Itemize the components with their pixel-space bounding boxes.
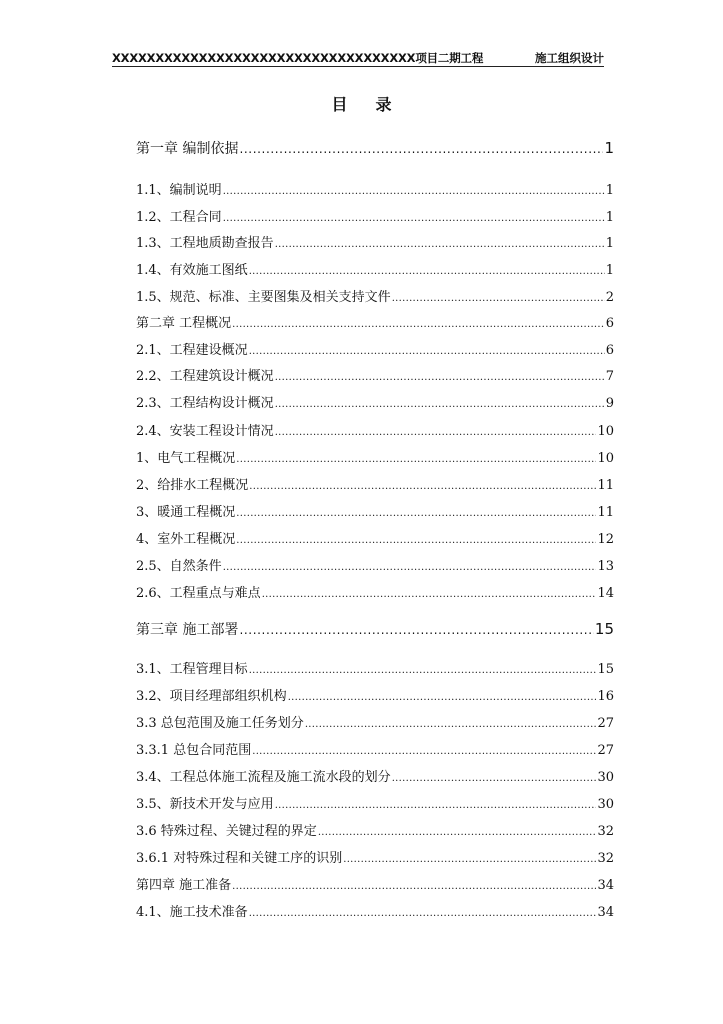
toc-entry-label: 1.4、有效施工图纸: [136, 263, 248, 278]
toc-leader-dots: [232, 319, 605, 330]
toc-page-number: 6: [605, 343, 614, 358]
toc-leader-dots: [343, 854, 596, 865]
toc-leader-dots: [275, 239, 605, 250]
header-project-name: XXXXXXXXXXXXXXXXXXXXXXXXXXXXXXXXXXX项目二期工程: [112, 51, 484, 65]
toc-leader-dots: [236, 508, 596, 519]
toc-entry-label: 2.2、工程建筑设计概况: [136, 369, 274, 384]
toc-leader-dots: [239, 142, 603, 156]
toc-entry-label: 2.6、工程重点与难点: [136, 586, 261, 601]
toc-entry-label: 第一章 编制依据: [136, 141, 239, 157]
toc-entry-label: 3、暖通工程概况: [136, 505, 236, 520]
toc-leader-dots: [249, 266, 605, 277]
page-header: [112, 50, 604, 67]
toc-entry[interactable]: [136, 312, 614, 331]
toc-page-number: 1: [605, 263, 614, 278]
toc-entry-label: 2.1、工程建设概况: [136, 343, 248, 358]
toc-entry[interactable]: [136, 874, 614, 893]
toc-page-number: 1: [605, 210, 614, 225]
toc-entry-label: 3.3.1 总包合同范围: [136, 743, 252, 758]
toc-leader-dots: [249, 481, 596, 492]
toc-leader-dots: [262, 589, 597, 600]
toc-leader-dots: [239, 623, 593, 637]
toc-page-number: 10: [597, 424, 614, 439]
toc-entry[interactable]: [136, 658, 614, 677]
toc-page-number: 12: [597, 532, 614, 547]
toc-leader-dots: [232, 881, 596, 892]
toc-entry-label: 2.4、安装工程设计情况: [136, 424, 274, 439]
toc-entry[interactable]: [136, 582, 614, 601]
toc-leader-dots: [318, 827, 597, 838]
toc-entry[interactable]: [136, 392, 614, 411]
toc-leader-dots: [305, 719, 597, 730]
toc-leader-dots: [223, 213, 605, 224]
toc-page-number: 10: [597, 451, 614, 466]
toc-entry-label: 1.5、规范、标准、主要图集及相关支持文件: [136, 290, 391, 305]
toc-leader-dots: [252, 746, 596, 757]
toc-page-number: 27: [597, 716, 614, 731]
toc-entry[interactable]: [136, 447, 614, 466]
toc-entry[interactable]: [136, 685, 614, 704]
toc-entry-label: 4、室外工程概况: [136, 532, 236, 547]
toc-entry-label: 第四章 施工准备: [136, 878, 232, 893]
toc-leader-dots: [223, 562, 597, 573]
toc-entry-label: 1、电气工程概况: [136, 451, 236, 466]
toc-page-number: 30: [597, 797, 614, 812]
toc-entry[interactable]: [136, 206, 614, 225]
toc-entry-label: 3.1、工程管理目标: [136, 662, 248, 677]
toc-entry-label: 3.2、项目经理部组织机构: [136, 689, 287, 704]
toc-entry-label: 2.3、工程结构设计概况: [136, 396, 274, 411]
toc-entry-label: 第二章 工程概况: [136, 316, 232, 331]
toc-entry[interactable]: [136, 339, 614, 358]
page-title: 目录: [331, 95, 420, 114]
toc-entry[interactable]: [136, 901, 614, 920]
toc-page-number: 16: [597, 689, 614, 704]
toc-entry-label: 3.4、工程总体施工流程及施工流水段的划分: [136, 770, 391, 785]
toc-entry[interactable]: [136, 420, 614, 439]
toc-entry-label: 3.6.1 对特殊过程和关键工序的识别: [136, 851, 343, 866]
toc-entry-label: 1.2、工程合同: [136, 210, 222, 225]
toc-entry[interactable]: [136, 259, 614, 278]
toc-page-number: 34: [597, 905, 614, 920]
toc-page-number: 1: [604, 139, 614, 157]
toc-chapter-entry[interactable]: [136, 619, 614, 639]
toc-leader-dots: [236, 535, 596, 546]
toc-page-number: 6: [605, 316, 614, 331]
toc-page-number: 32: [597, 824, 614, 839]
toc-entry[interactable]: [136, 286, 614, 305]
toc-chapter-entry[interactable]: [136, 138, 614, 158]
toc-leader-dots: [288, 692, 597, 703]
toc-entry[interactable]: [136, 501, 614, 520]
header-doc-type: 施工组织设计: [535, 51, 604, 65]
toc-leader-dots: [236, 454, 596, 465]
toc-entry-label: 第三章 施工部署: [136, 622, 239, 638]
toc-page-number: 32: [597, 851, 614, 866]
toc-leader-dots: [275, 399, 605, 410]
toc-leader-dots: [392, 773, 597, 784]
toc-entry[interactable]: [136, 712, 614, 731]
toc-entry-label: 1.3、工程地质勘查报告: [136, 236, 274, 251]
toc-entry[interactable]: [136, 365, 614, 384]
toc-leader-dots: [392, 293, 605, 304]
toc-page-number: 13: [597, 559, 614, 574]
toc-page-number: 15: [594, 620, 614, 638]
toc-entry[interactable]: [136, 179, 614, 198]
toc-entry-label: 4.1、施工技术准备: [136, 905, 248, 920]
toc-leader-dots: [249, 346, 605, 357]
toc-entry[interactable]: [136, 555, 614, 574]
toc-page-number: 14: [597, 586, 614, 601]
toc-page-number: 9: [605, 396, 614, 411]
toc-page-number: 34: [597, 878, 614, 893]
toc-entry-label: 2.5、自然条件: [136, 559, 222, 574]
toc-entry-label: 3.3 总包范围及施工任务划分: [136, 716, 304, 731]
toc-leader-dots: [275, 800, 597, 811]
toc-entry[interactable]: [136, 793, 614, 812]
toc-entry[interactable]: [136, 847, 614, 866]
toc-page-number: 1: [605, 183, 614, 198]
toc-entry[interactable]: [136, 766, 614, 785]
toc-entry-label: 3.6 特殊过程、关键过程的界定: [136, 824, 317, 839]
toc-entry[interactable]: [136, 474, 614, 493]
toc-leader-dots: [223, 186, 605, 197]
toc-page-number: 30: [597, 770, 614, 785]
toc-entry[interactable]: [136, 232, 614, 251]
toc-page-number: 2: [605, 290, 614, 305]
toc-page-number: 1: [605, 236, 614, 251]
toc-page-number: 11: [597, 478, 614, 493]
toc-page-number: 11: [597, 505, 614, 520]
toc-entry[interactable]: [136, 528, 614, 547]
toc-leader-dots: [249, 665, 597, 676]
toc-page-number: 27: [597, 743, 614, 758]
toc-entry[interactable]: [136, 820, 614, 839]
toc-leader-dots: [249, 908, 597, 919]
toc-leader-dots: [275, 372, 605, 383]
toc-entry-label: 1.1、编制说明: [136, 183, 222, 198]
toc-page-number: 7: [605, 369, 614, 384]
toc-entry-label: 2、给排水工程概况: [136, 478, 249, 493]
toc-page-number: 15: [597, 662, 614, 677]
toc-entry[interactable]: [136, 739, 614, 758]
toc-entry-label: 3.5、新技术开发与应用: [136, 797, 274, 812]
toc-leader-dots: [275, 427, 597, 438]
